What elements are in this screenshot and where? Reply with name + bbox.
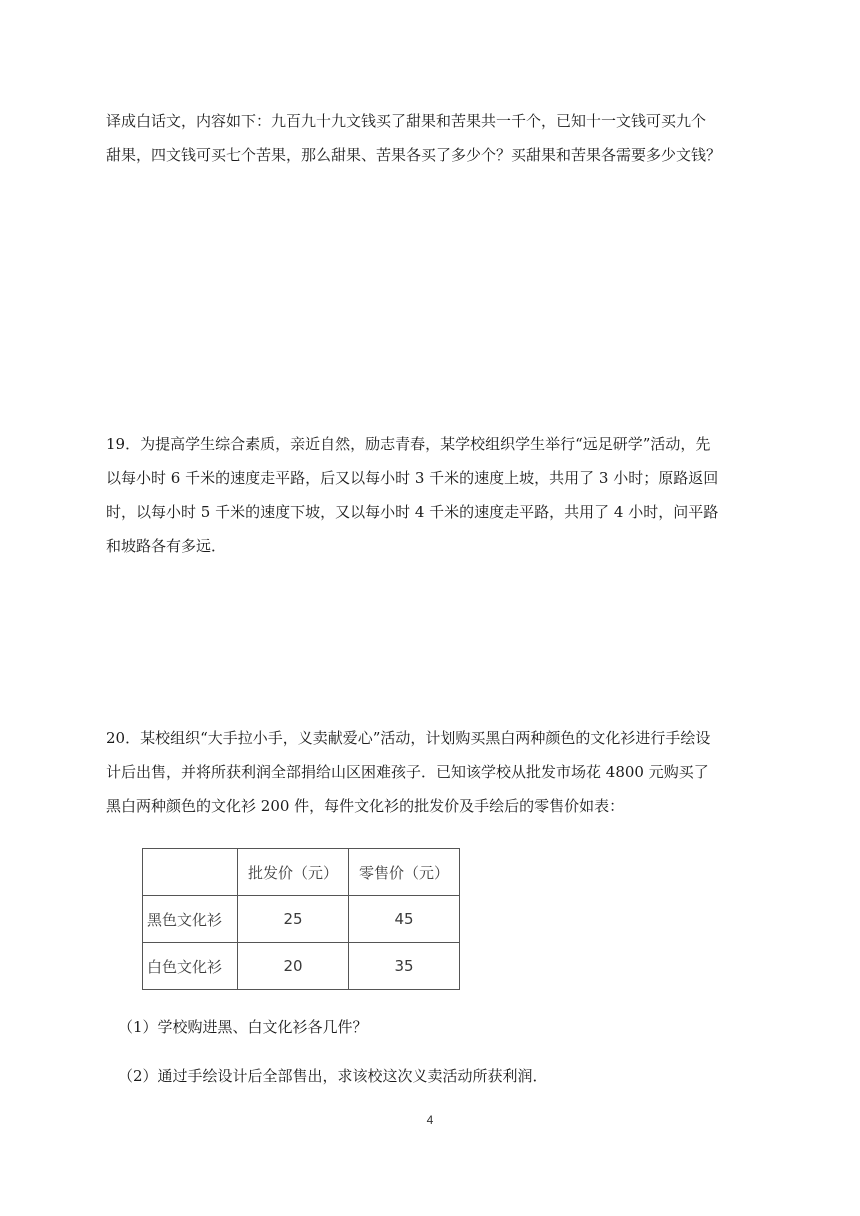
- table-cell: 20: [238, 943, 349, 990]
- q19-line-4: 和坡路各有多远．: [106, 537, 227, 555]
- table-row: [143, 943, 460, 990]
- table-cell: 25: [238, 896, 349, 943]
- price-table: [142, 848, 460, 990]
- table-cell: 黑色文化衫: [143, 896, 238, 943]
- table-header-row: [143, 849, 460, 896]
- q20-part-2: （2）通过手绘设计后全部售出，求该校这次义卖活动所获利润．: [118, 1067, 548, 1085]
- q19-line-2: 以每小时 6 千米的速度走平路，后又以每小时 3 千米的速度上坡，共用了 3 小时；原路返回: [106, 469, 719, 487]
- table-header-cell: [143, 849, 238, 896]
- page-number: 4: [426, 1113, 434, 1127]
- q19-line-3: 时，以每小时 5 千米的速度下坡，又以每小时 4 千米的速度走平路，共用了 4 小时，问平路: [106, 503, 719, 521]
- table-cell: 35: [349, 943, 460, 990]
- q20-line-2: 计后出售，并将所获利润全部捐给山区困难孩子．已知该学校从批发市场花 4800 元购买了: [106, 763, 709, 781]
- table-header-cell: 批发价（元）: [238, 849, 349, 896]
- q20-line-3: 黑白两种颜色的文化衫 200 件，每件文化衫的批发价及手绘后的零售价如表：: [106, 797, 625, 815]
- table-cell: 白色文化衫: [143, 943, 238, 990]
- q19-line-1: 19．为提高学生综合素质，亲近自然，励志青春，某学校组织学生举行“远足研学”活动，先: [106, 435, 711, 453]
- q18-line-2: 甜果，四文钱可买七个苦果，那么甜果、苦果各买了多少个？买甜果和苦果各需要多少文钱？: [106, 146, 722, 164]
- q20-line-1: 20．某校组织“大手拉小手，义卖献爱心”活动，计划购买黑白两种颜色的文化衫进行手绘设: [106, 729, 711, 747]
- table-header-cell: 零售价（元）: [349, 849, 460, 896]
- table-row: [143, 896, 460, 943]
- q18-line-1: 译成白话文，内容如下：九百九十九文钱买了甜果和苦果共一千个，已知十一文钱可买九个: [106, 112, 707, 130]
- q20-part-1: （1）学校购进黑、白文化衫各几件？: [118, 1018, 368, 1036]
- table-cell: 45: [349, 896, 460, 943]
